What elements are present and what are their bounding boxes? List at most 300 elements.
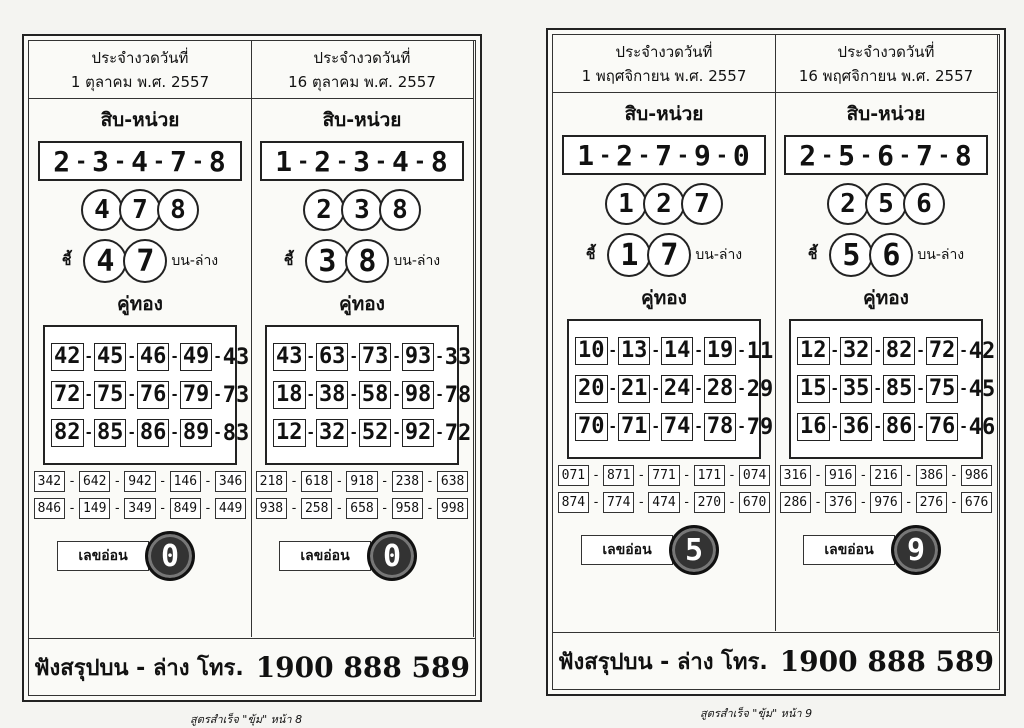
pair-number: 14 xyxy=(661,337,694,365)
sequence-digit: 9 xyxy=(693,138,712,172)
circled-digit: 2 xyxy=(827,183,869,225)
pair-number: 73 xyxy=(359,343,392,371)
pair-number: 52 xyxy=(359,419,392,447)
pick-digit: 3 xyxy=(305,239,349,283)
pair-number: 71 xyxy=(618,413,651,441)
dash-separator: - xyxy=(68,474,76,489)
circled-digits xyxy=(553,183,775,225)
pair-number: 46 xyxy=(968,414,996,440)
pick-digit: 7 xyxy=(647,233,691,277)
dash-separator: - xyxy=(435,425,444,441)
dash-separator: - xyxy=(859,495,868,510)
pair-number: 85 xyxy=(883,375,916,403)
sequence-digit: 2 xyxy=(799,138,818,172)
dash-separator: - xyxy=(152,149,166,173)
triple-number: 942 xyxy=(124,471,155,492)
dash-separator: - xyxy=(374,149,388,173)
triple-number: 171 xyxy=(694,465,725,486)
draw-date-header xyxy=(553,35,775,93)
circled-digit: 5 xyxy=(865,183,907,225)
dash-separator: - xyxy=(392,387,401,403)
dash-separator: - xyxy=(651,419,660,435)
highlighted-pick xyxy=(29,239,251,283)
pair-number: 70 xyxy=(575,413,608,441)
triple-number: 658 xyxy=(346,498,377,519)
digit-sequence xyxy=(260,141,464,181)
pair-row xyxy=(797,413,996,441)
dash-separator: - xyxy=(335,501,344,516)
dash-separator: - xyxy=(715,143,729,167)
pair-number: 83 xyxy=(222,420,250,446)
pair-number: 38 xyxy=(316,381,349,409)
pick-label: ชี้ xyxy=(585,247,596,263)
dash-separator: - xyxy=(728,468,736,483)
dash-separator: - xyxy=(84,349,93,365)
dash-separator: - xyxy=(904,468,913,483)
sequence-digit: 4 xyxy=(391,144,410,178)
pair-row xyxy=(273,343,472,371)
triple-number: 998 xyxy=(437,498,468,519)
triple-number: 774 xyxy=(603,492,634,513)
pair-number: 78 xyxy=(704,413,737,441)
pick-digit: 1 xyxy=(607,233,651,277)
weak-number-ball: 0 xyxy=(367,531,417,581)
triple-number-row xyxy=(251,498,473,519)
circled-digit: 3 xyxy=(341,189,383,231)
triple-number: 958 xyxy=(392,498,423,519)
sequence-digit: 3 xyxy=(353,144,371,178)
pair-number: 72 xyxy=(926,337,959,365)
triple-number: 074 xyxy=(739,465,770,486)
dash-separator: - xyxy=(959,381,968,397)
pick-label: ชี้ xyxy=(61,253,72,269)
triple-number: 642 xyxy=(79,471,110,492)
pair-row xyxy=(575,375,774,403)
weak-number xyxy=(581,525,775,575)
dash-separator: - xyxy=(959,419,968,435)
pair-number: 86 xyxy=(883,413,916,441)
header-title: ประจำงวดวันที่ xyxy=(91,49,189,67)
dash-separator: - xyxy=(638,143,652,167)
dash-separator: - xyxy=(336,149,350,173)
pair-number: 33 xyxy=(444,344,472,370)
dash-separator: - xyxy=(435,349,444,365)
dash-separator: - xyxy=(170,425,179,441)
dash-separator: - xyxy=(191,149,205,173)
sequence-digit: 7 xyxy=(915,138,934,172)
pair-row xyxy=(575,413,774,441)
dash-separator: - xyxy=(306,349,315,365)
pair-number: 16 xyxy=(797,413,830,441)
triple-number: 071 xyxy=(558,465,589,486)
pair-number: 72 xyxy=(51,381,84,409)
pair-row xyxy=(797,375,996,403)
triple-number: 258 xyxy=(301,498,332,519)
triple-number: 376 xyxy=(825,492,856,513)
weak-number xyxy=(279,531,473,581)
pair-number: 10 xyxy=(575,337,608,365)
dash-separator: - xyxy=(682,495,691,510)
dash-separator: - xyxy=(158,474,167,489)
triple-number: 238 xyxy=(392,471,423,492)
dash-separator: - xyxy=(959,343,968,359)
sequence-digit: 2 xyxy=(314,144,333,178)
triple-number: 874 xyxy=(558,492,589,513)
triple-number-row xyxy=(251,471,473,492)
phone-number: 1900 888 589 xyxy=(255,650,471,684)
triple-number: 871 xyxy=(603,465,634,486)
draw-column xyxy=(553,35,776,631)
dash-separator: - xyxy=(873,419,882,435)
draw-date: 16 ตุลาคม พ.ศ. 2557 xyxy=(288,73,436,91)
pair-number: 32 xyxy=(316,419,349,447)
dash-separator: - xyxy=(950,495,958,510)
dash-separator: - xyxy=(127,425,136,441)
phone-number: 1900 888 589 xyxy=(779,644,995,678)
triple-number: 976 xyxy=(870,492,901,513)
dash-separator: - xyxy=(127,349,136,365)
pair-row xyxy=(575,337,774,365)
triple-number: 386 xyxy=(916,465,947,486)
dash-separator: - xyxy=(306,387,315,403)
triple-number: 342 xyxy=(34,471,65,492)
pair-number: 20 xyxy=(575,375,608,403)
pair-number: 42 xyxy=(51,343,84,371)
draw-date: 16 พฤศจิกายน พ.ศ. 2557 xyxy=(798,67,974,85)
pair-number: 73 xyxy=(222,382,250,408)
header-title: ประจำงวดวันที่ xyxy=(313,49,411,67)
dash-separator: - xyxy=(830,419,839,435)
pair-row xyxy=(51,419,250,447)
pair-number: 46 xyxy=(137,343,170,371)
triple-number: 474 xyxy=(648,492,679,513)
section-title-tens-units: สิบ-หน่วย xyxy=(846,103,926,125)
dash-separator: - xyxy=(898,143,912,167)
pair-number: 58 xyxy=(359,381,392,409)
pair-number: 19 xyxy=(704,337,737,365)
highlighted-pick xyxy=(553,233,775,277)
dash-separator: - xyxy=(213,425,222,441)
dash-separator: - xyxy=(737,343,746,359)
sequence-digit: 2 xyxy=(53,144,72,178)
dash-separator: - xyxy=(213,387,222,403)
pick-digit: 8 xyxy=(345,239,389,283)
dash-separator: - xyxy=(213,349,222,365)
dash-separator: - xyxy=(158,501,167,516)
pair-number: 63 xyxy=(316,343,349,371)
sequence-digit: 1 xyxy=(275,144,294,178)
page-frame xyxy=(28,40,476,696)
circled-digit: 7 xyxy=(119,189,161,231)
pair-number: 15 xyxy=(797,375,830,403)
triple-number: 449 xyxy=(215,498,246,519)
pair-number: 18 xyxy=(273,381,306,409)
section-title-golden-pairs: คู่ทอง xyxy=(339,293,385,315)
golden-pairs-box xyxy=(567,319,774,459)
dash-separator: - xyxy=(950,468,958,483)
triple-number: 676 xyxy=(961,492,992,513)
dash-separator: - xyxy=(380,501,389,516)
dash-separator: - xyxy=(608,343,617,359)
pick-suffix: บน-ล่าง xyxy=(695,247,743,263)
dash-separator: - xyxy=(651,381,660,397)
weak-number-label: เลขอ่อน xyxy=(803,535,895,565)
pair-number: 74 xyxy=(661,413,694,441)
dash-separator: - xyxy=(916,343,925,359)
pair-number: 28 xyxy=(704,375,737,403)
dash-separator: - xyxy=(592,495,600,510)
circled-digit: 6 xyxy=(903,183,945,225)
dash-separator: - xyxy=(676,143,690,167)
pair-number: 32 xyxy=(840,337,873,365)
pair-number: 36 xyxy=(840,413,873,441)
dash-separator: - xyxy=(737,381,746,397)
triple-number: 771 xyxy=(648,465,679,486)
triple-number: 276 xyxy=(916,492,947,513)
dash-separator: - xyxy=(68,501,76,516)
dash-separator: - xyxy=(608,419,617,435)
pair-number: 13 xyxy=(618,337,651,365)
sequence-digit: 8 xyxy=(954,138,973,172)
circled-digits xyxy=(29,189,251,231)
draw-date-header xyxy=(775,35,997,93)
dash-separator: - xyxy=(916,419,925,435)
page-1 xyxy=(22,34,482,702)
section-title-tens-units: สิบ-หน่วย xyxy=(322,109,402,131)
pair-number: 21 xyxy=(618,375,651,403)
draw-date: 1 ตุลาคม พ.ศ. 2557 xyxy=(70,73,210,91)
golden-pairs-box xyxy=(265,325,472,465)
dash-separator: - xyxy=(84,425,93,441)
hotline-footer xyxy=(29,638,475,695)
triple-number: 149 xyxy=(79,498,110,519)
pair-number: 43 xyxy=(222,344,250,370)
page-2 xyxy=(546,28,1006,696)
triple-number: 270 xyxy=(694,492,725,513)
dash-separator: - xyxy=(380,474,389,489)
dash-separator: - xyxy=(204,501,212,516)
triple-number: 986 xyxy=(961,465,992,486)
dash-separator: - xyxy=(392,425,401,441)
triple-number: 346 xyxy=(215,471,246,492)
dash-separator: - xyxy=(830,381,839,397)
golden-pairs-box xyxy=(43,325,250,465)
triple-number-row xyxy=(553,492,775,513)
triple-number: 146 xyxy=(170,471,201,492)
circled-digit: 1 xyxy=(605,183,647,225)
triple-number: 316 xyxy=(780,465,811,486)
page-number: สูตรสำเร็จ "ขุ้ม" หน้า 8 xyxy=(190,713,303,726)
dash-separator: - xyxy=(170,349,179,365)
dash-separator: - xyxy=(426,501,434,516)
sequence-digit: 7 xyxy=(655,138,673,172)
pair-number: 93 xyxy=(402,343,435,371)
pick-digit: 4 xyxy=(83,239,127,283)
circled-digit: 8 xyxy=(157,189,199,231)
digit-sequence xyxy=(562,135,766,175)
page-frame xyxy=(552,34,1000,690)
triple-number: 638 xyxy=(437,471,468,492)
dash-separator: - xyxy=(349,425,358,441)
circled-digit: 7 xyxy=(681,183,723,225)
dash-separator: - xyxy=(75,149,89,173)
circled-digit: 4 xyxy=(81,189,123,231)
header-title: ประจำงวดวันที่ xyxy=(837,43,935,61)
pair-number: 42 xyxy=(968,338,996,364)
dash-separator: - xyxy=(860,143,874,167)
dash-separator: - xyxy=(113,474,122,489)
dash-separator: - xyxy=(821,143,835,167)
dash-separator: - xyxy=(306,425,315,441)
dash-separator: - xyxy=(113,501,122,516)
pair-number: 86 xyxy=(137,419,170,447)
dash-separator: - xyxy=(904,495,913,510)
weak-number xyxy=(803,525,997,575)
dash-separator: - xyxy=(127,387,136,403)
sequence-digit: 2 xyxy=(616,138,635,172)
pair-row xyxy=(273,419,472,447)
section-title-tens-units: สิบ-หน่วย xyxy=(624,103,704,125)
triple-number: 846 xyxy=(34,498,65,519)
pair-number: 85 xyxy=(94,419,127,447)
footer-text: ฟังสรุปบน - ล่าง โทร. xyxy=(33,655,244,681)
pair-number: 98 xyxy=(402,381,435,409)
dash-separator: - xyxy=(349,349,358,365)
dash-separator: - xyxy=(873,343,882,359)
weak-number-label: เลขอ่อน xyxy=(279,541,371,571)
dash-separator: - xyxy=(873,381,882,397)
draw-date-header xyxy=(251,41,473,99)
dash-separator: - xyxy=(114,149,128,173)
dash-separator: - xyxy=(335,474,344,489)
highlighted-pick xyxy=(251,239,473,283)
draw-date-header xyxy=(29,41,251,99)
pair-number: 24 xyxy=(661,375,694,403)
dash-separator: - xyxy=(204,474,212,489)
draw-date: 1 พฤศจิกายน พ.ศ. 2557 xyxy=(581,67,747,85)
dash-separator: - xyxy=(814,495,822,510)
sequence-digit: 8 xyxy=(208,144,227,178)
dash-separator: - xyxy=(859,468,868,483)
dash-separator: - xyxy=(937,143,951,167)
pair-number: 76 xyxy=(137,381,170,409)
triple-number: 938 xyxy=(256,498,287,519)
pick-digit: 6 xyxy=(869,233,913,277)
dash-separator: - xyxy=(435,387,444,403)
highlighted-pick xyxy=(775,233,997,277)
section-title-tens-units: สิบ-หน่วย xyxy=(100,109,180,131)
weak-number-ball: 0 xyxy=(145,531,195,581)
section-title-golden-pairs: คู่ทอง xyxy=(117,293,163,315)
draw-column xyxy=(29,41,252,637)
triple-number-row xyxy=(29,471,251,492)
dash-separator: - xyxy=(694,419,703,435)
triple-number: 849 xyxy=(170,498,201,519)
pair-number: 45 xyxy=(94,343,127,371)
pair-number: 79 xyxy=(746,414,774,440)
sequence-digit: 6 xyxy=(877,138,895,172)
triple-number: 216 xyxy=(870,465,901,486)
dash-separator: - xyxy=(637,468,646,483)
header-title: ประจำงวดวันที่ xyxy=(615,43,713,61)
triple-number-row xyxy=(775,492,997,513)
dash-separator: - xyxy=(592,468,600,483)
triple-number: 670 xyxy=(739,492,770,513)
pair-row xyxy=(51,381,250,409)
pair-row xyxy=(273,381,472,409)
weak-number-ball: 5 xyxy=(669,525,719,575)
triple-number-row xyxy=(553,465,775,486)
digit-sequence xyxy=(784,135,988,175)
dash-separator: - xyxy=(297,149,311,173)
circled-digit: 8 xyxy=(379,189,421,231)
triple-number-row xyxy=(29,498,251,519)
triple-number: 286 xyxy=(780,492,811,513)
pick-digit: 5 xyxy=(829,233,873,277)
dash-separator: - xyxy=(290,501,298,516)
pick-label: ชี้ xyxy=(807,247,818,263)
dash-separator: - xyxy=(349,387,358,403)
dash-separator: - xyxy=(413,149,427,173)
pair-number: 12 xyxy=(273,419,306,447)
triple-number: 918 xyxy=(346,471,377,492)
draw-column xyxy=(251,41,474,637)
dash-separator: - xyxy=(651,343,660,359)
weak-number-label: เลขอ่อน xyxy=(57,541,149,571)
digit-sequence xyxy=(38,141,242,181)
golden-pairs-box xyxy=(789,319,996,459)
pair-number: 29 xyxy=(746,376,774,402)
pick-suffix: บน-ล่าง xyxy=(171,253,219,269)
dash-separator: - xyxy=(830,343,839,359)
pair-number: 35 xyxy=(840,375,873,403)
pair-number: 43 xyxy=(273,343,306,371)
triple-number: 618 xyxy=(301,471,332,492)
triple-number-row xyxy=(775,465,997,486)
dash-separator: - xyxy=(599,143,613,167)
pair-number: 11 xyxy=(746,338,774,364)
circled-digit: 2 xyxy=(643,183,685,225)
dash-separator: - xyxy=(737,419,746,435)
draw-column xyxy=(775,35,998,631)
dash-separator: - xyxy=(814,468,822,483)
circled-digits xyxy=(775,183,997,225)
weak-number-label: เลขอ่อน xyxy=(581,535,673,565)
pair-number: 49 xyxy=(180,343,213,371)
footer-text: ฟังสรุปบน - ล่าง โทร. xyxy=(557,649,768,675)
pick-digit: 7 xyxy=(123,239,167,283)
pair-number: 89 xyxy=(180,419,213,447)
dash-separator: - xyxy=(608,381,617,397)
pair-row xyxy=(797,337,996,365)
dash-separator: - xyxy=(694,381,703,397)
dash-separator: - xyxy=(426,474,434,489)
pick-suffix: บน-ล่าง xyxy=(393,253,441,269)
section-title-golden-pairs: คู่ทอง xyxy=(641,287,687,309)
sequence-digit: 3 xyxy=(92,144,111,178)
pair-number: 75 xyxy=(94,381,127,409)
pick-label: ชี้ xyxy=(283,253,294,269)
pair-number: 78 xyxy=(444,382,472,408)
dash-separator: - xyxy=(916,381,925,397)
sequence-digit: 1 xyxy=(577,138,596,172)
triple-number: 349 xyxy=(124,498,155,519)
sequence-digit: 8 xyxy=(430,144,449,178)
pair-number: 79 xyxy=(180,381,213,409)
weak-number xyxy=(57,531,251,581)
triple-number: 916 xyxy=(825,465,856,486)
pair-row xyxy=(51,343,250,371)
